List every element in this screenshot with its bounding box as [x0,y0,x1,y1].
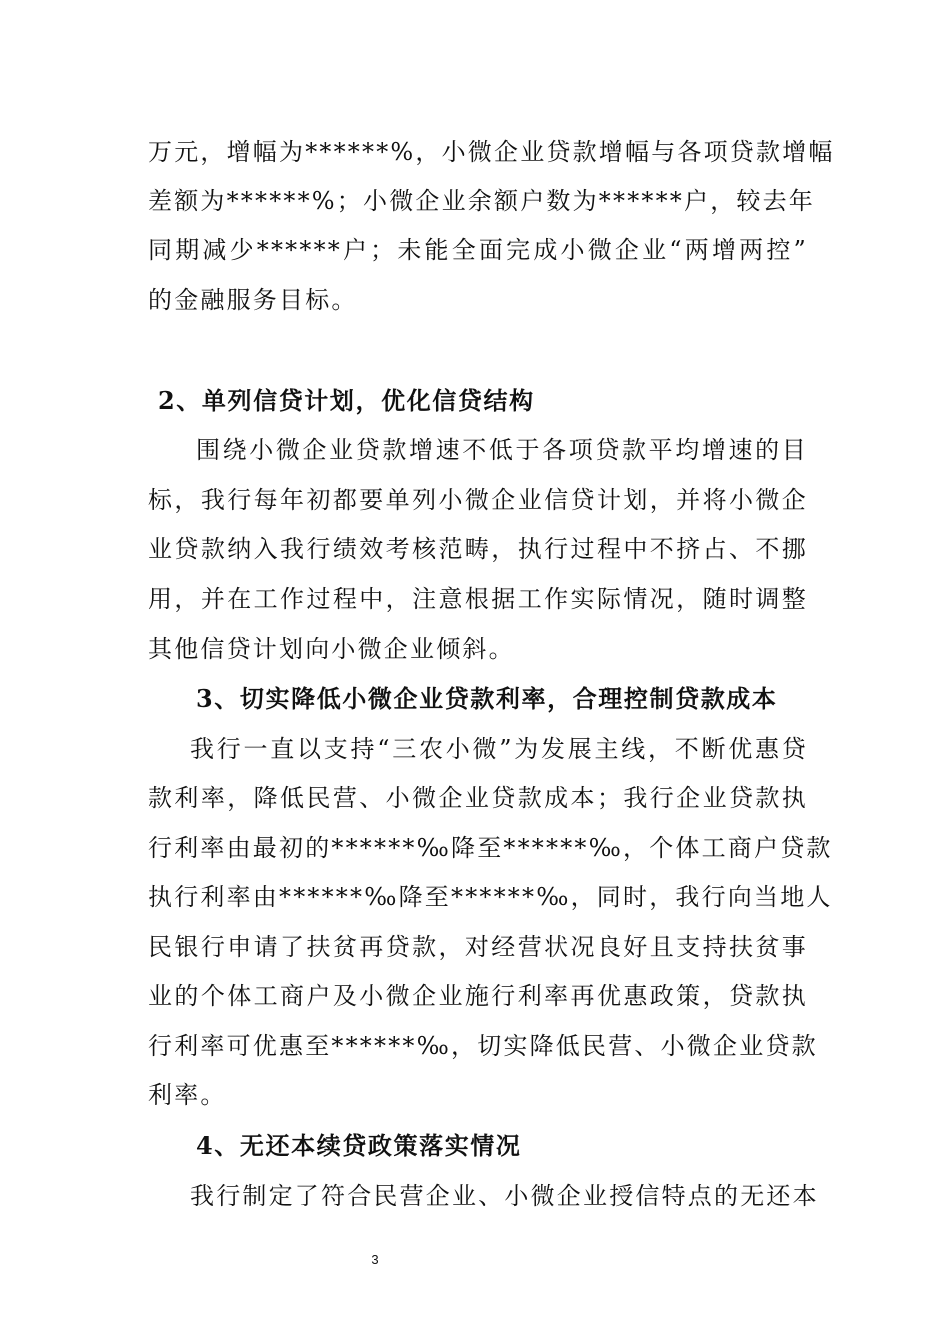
paragraph-line: 款利率，降低民营、小微企业贷款成本；我行企业贷款执 [148,784,808,812]
paragraph-line: 万元，增幅为******%，小微企业贷款增幅与各项贷款增幅 [148,138,835,166]
paragraph-line: 我行一直以支持“三农小微”为发展主线，不断优惠贷 [190,735,808,763]
section-heading-2: 2、单列信贷计划，优化信贷结构 [158,386,535,415]
paragraph-line: 民银行申请了扶贫再贷款，对经营状况良好且支持扶贫事 [148,933,808,961]
paragraph-line: 其他信贷计划向小微企业倾斜。 [148,635,515,663]
paragraph-line: 利率。 [148,1081,227,1109]
paragraph-line: 的金融服务目标。 [148,286,358,314]
paragraph-line: 用，并在工作过程中，注意根据工作实际情况，随时调整 [148,585,808,613]
paragraph-line: 业的个体工商户及小微企业施行利率再优惠政策，贷款执 [148,982,808,1010]
paragraph-line: 围绕小微企业贷款增速不低于各项贷款平均增速的目 [196,436,808,464]
page-number: 3 [371,1252,379,1267]
paragraph-line: 执行利率由******‰降至******‰，同时，我行向当地人 [148,883,833,911]
paragraph-line: 行利率由最初的******‰降至******‰，个体工商户贷款 [148,834,833,862]
paragraph-line: 同期减少******户；未能全面完成小微企业“两增两控” [148,236,808,264]
paragraph-line: 标，我行每年初都要单列小微企业信贷计划，并将小微企 [148,486,808,514]
paragraph-line: 差额为******%；小微企业余额户数为******户，较去年 [148,187,816,215]
paragraph-line: 行利率可优惠至******‰，切实降低民营、小微企业贷款 [148,1032,818,1060]
paragraph-line: 我行制定了符合民营企业、小微企业授信特点的无还本 [190,1182,819,1210]
section-heading-3: 3、切实降低小微企业贷款利率，合理控制贷款成本 [196,684,778,713]
section-heading-4: 4、无还本续贷政策落实情况 [196,1131,522,1160]
paragraph-line: 业贷款纳入我行绩效考核范畴，执行过程中不挤占、不挪 [148,535,808,563]
